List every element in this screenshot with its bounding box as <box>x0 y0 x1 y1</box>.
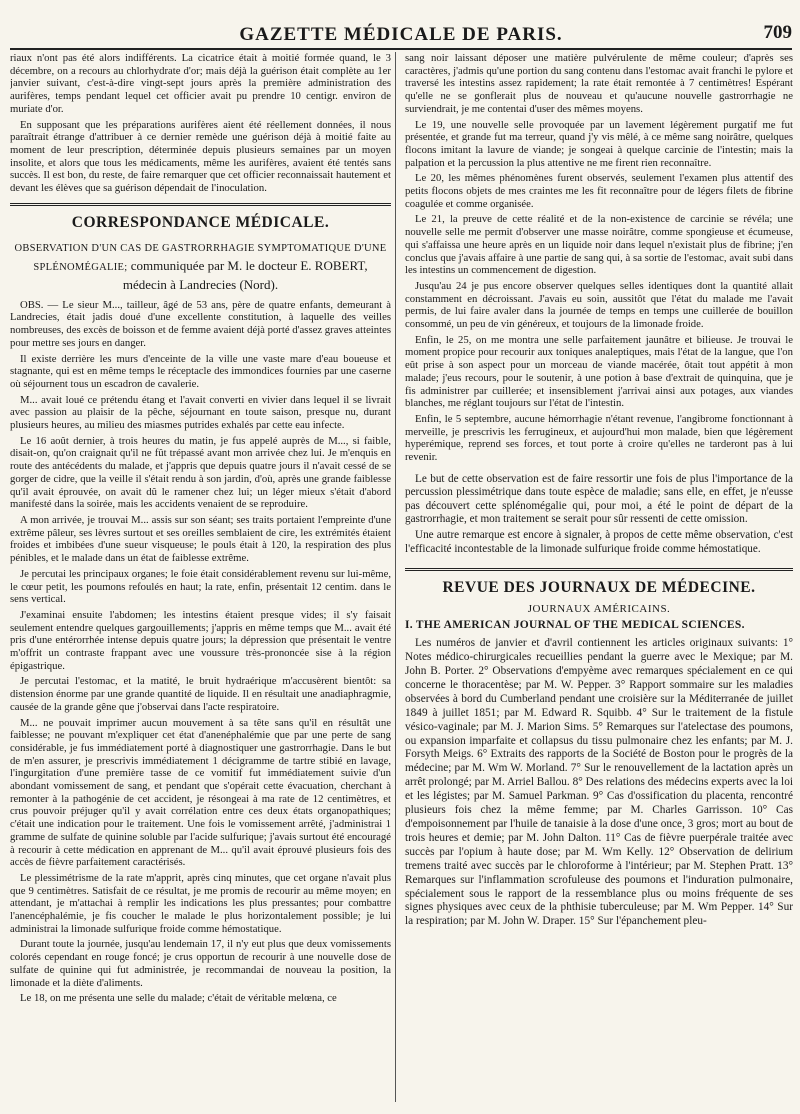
paragraph: Je percutai l'estomac, et la matité, le bruit hydraérique m'accusèrent bientôt: sa distension énorme par une grande quantité de liquide. Il en résultait une anadiaphragmie, causée de la grande gêne que j'observai dans l'acte respiratoire. <box>10 675 391 713</box>
paragraph: sang noir laissant déposer une matière pulvérulente de même couleur; d'après ses caractères, j'admis qu'une portion du sang contenu dans l'estomac avait franchi le pylore et traversé les intestins assez rapidement; la rate était remontée à 7 centimètres! Espérant qu'elle ne se gonflerait plus de nouveau et qu'aucune nouvelle gastrorrhagie ne surviendrait, je me contentai d'user des mêmes moyens. <box>405 52 793 115</box>
left-column <box>10 52 391 1112</box>
observation-title-caps: OBSERVATION D'UN CAS DE GASTRORRHAGIE SYMPTOMATIQUE D'UNE SPLÉNOMÉGALIE; <box>14 242 387 273</box>
page-number: 709 <box>763 22 792 43</box>
paragraph: M... ne pouvait imprimer aucun mouvement à sa tête sans qu'il en résultât une faiblesse; ne pouvant m'expliquer cet état d'anenéphalémie que par une perte de sang considérable, je fus immédiatement porté à diagnostiquer une gastrorrhagie. Dans le but de m'en assurer, je prescrivis immédiatement 1 décigramme de tartre stibié en lavage, l'ingurgitation d'une première tasse de ce vomitif fut immédiatement suivie d'un abondant vomissement de sang, et pendant que s'opérait cette évacuation, cherchant à remonter à la pathogénie de cet accident, je résongeai à ma rate de 12 centimètres, et crus pouvoir préjuger qu'il y avait corrélation entre ces deux états organopathiques; c'était une indication pour le traitement. Une fois le vomissement arrêté, j'administrai 1 gramme de sulfate de quinine soluble par l'acide sulfurique; j'avais surtout été encouragé à recourir à cette médication en apprenant de M... qu'il avait éprouvé plusieurs fois des accès de fièvre parfaitement caractérisés. <box>10 716 391 869</box>
page-header <box>10 22 792 50</box>
right-column <box>405 52 793 1112</box>
paragraph: riaux n'ont pas été alors indifférents. La cicatrice était à moitié formée quand, le 3 décembre, on a recours au chlorhydrate d'or; mais déjà la guérison était complète au 1er janvier suivant, c'est-à-dire vingt-sept jours après la première administration des aurifères, temps pendant lequel cet officier avait pu prendre 10 centigr. environ de muriate d'or. <box>10 52 391 115</box>
paragraph: Les numéros de janvier et d'avril contiennent les articles originaux suivants: 1° Notes médico-chirurgicales recueillies pendant la guerre avec le Mexique; par M. John B. Porter. 2° Observations d'empyème avec remarques spécialement en ce qui concerne le thoracentèse; par M. W. Pepper. 3° Rapport sommaire sur les maladies observées à bord du Cumberland pendant une croisière sur la Méditerranée de juillet 1849 à juillet 1851; par M. Edward R. Squibb. 4° Sur le traitement de la fistule vésico-vaginale; par M. J. Marion Sims. 5° Remarques sur l'atelectase des poumons, ou expansion imparfaite et collapsus du tissu pulmonaire chez les enfants; par M. J. Forsyth Meigs. 6° Extraits des rapports de la Société de Boston pour le progrès de la médecine; par M. Wm W. Morland. 7° Sur le renouvellement de la lactation après un arrêt prolongé; par M. Arriel Ballou. 8° Des relations des médecins experts avec la loi et les légistes; par M. Samuel Parkman. 9° Cas d'ossification du placenta, rencontré plusieurs fois chez la même femme; par M. Charles Garrisson. 10° Cas d'empoisonnement par l'huile de tanaisie à la dose d'une once, 3 gros; mort au bout de trois heures et demie; par M. John Dalton. 11° Cas de fièvre puerpérale traitée avec succès par l'opium à haute dose; par M. Wm Kelly. 12° Observation de delirium tremens traité avec succès par le chloroforme à l'intérieur; par M. Stephen Pratt. 13° Remarques sur l'inflammation scrofuleuse des poumons et l'induration pulmonaire, spécialement sous le rapport de la ressemblance plus ou moins fréquente de ses signes physiques avec ceux de la phthisie tuberculeuse; par M. Wm Pepper. 14° Sur la respiration; par M. John W. Draper. 15° Sur l'épanchement pleu- <box>405 637 793 928</box>
paragraph: Le 18, on me présenta une selle du malade; c'était de véritable melœna, ce <box>20 992 337 1005</box>
paragraph: A mon arrivée, je trouvai M... assis sur son séant; ses traits portaient l'empreinte d'une extrême pâleur, ses lèvres surtout et ses oreilles semblaient de cire, les extrémités étaient froides et imbibées d'une sueur visqueuse; le pouls était à 120, la respiration des plus pénibles, et le malade dans un état de faiblesse extrême. <box>10 513 391 565</box>
section-divider <box>10 203 391 206</box>
column-divider <box>395 52 396 1102</box>
observation-title-rest: communiquée par M. le docteur E. ROBERT, médecin à Landrecies (Nord). <box>122 257 368 292</box>
paragraph: Enfin, le 25, on me montra une selle parfaitement jaunâtre et bilieuse. Je trouvai le moment propice pour recourir aux toniques analeptiques, mais l'état de la langue, que l'on eût prise à son aspect pour un morceau de viande macérée, ôtait tout appétit à mon malade; j'eus recours, pour le soutenir, à une potion à base d'extrait de quinquina, que je fis administrer par cuillerée; et insensiblement j'arrivai ainsi aux potages, aux viandes blanches, me réglant toujours sur l'état de l'intestin. <box>405 333 793 410</box>
journal-title: GAZETTE MÉDICALE DE PARIS. <box>239 24 563 45</box>
paragraph: J'examinai ensuite l'abdomen; les intestins étaient presque vides; il s'y faisait seulement entendre quelques gargouillements; j'appris en même temps que M... avait été pris d'une entérorrhée intense depuis quatre jours; la dépression que présentait le ventre m'offrit un contraste frappant avec une voussure très-prononcée sise à la région épigastrique. <box>10 608 391 672</box>
paragraph: Il existe derrière les murs d'enceinte de la ville une vaste mare d'eau boueuse et stagnante, qui est en même temps le réceptacle des immondices fournies par une caserne où séjournent tous un escadron de cavalerie. <box>10 352 391 390</box>
paragraph: OBS. — Le sieur M..., tailleur, âgé de 53 ans, père de quatre enfants, demeurant à Landrecies, était jadis doué d'une excellente constitution, à laquelle des veilles nombreuses, des excès de boisson et de femme avaient déjà porté d'assez graves atteintes pour mettre ses jours en danger. <box>10 298 391 349</box>
paragraph: Une autre remarque est encore à signaler, à propos de cette même observation, c'est l'efficacité incontestable de la limonade sulfurique froide comme hémostatique. <box>405 529 793 555</box>
journal-heading: I. THE AMERICAN JOURNAL OF THE MEDICAL SCIENCES. <box>405 619 745 632</box>
paragraph: Le but de cette observation est de faire ressortir une fois de plus l'importance de la percussion plessimétrique dans toute espèce de maladie; sans elle, en effet, je n'eusse pas découvert cette splénomégalie qui, pour moi, a été le point de départ de la gastrorrhagie, et mon traitement se serait pour sûr ressenti de cette omission. <box>405 472 793 526</box>
paragraph: M... avait loué ce prétendu étang et l'avait converti en vivier dans lequel il se livrait avec passion au plaisir de la pêche, séjournant en toute saison, presque nu, durant plusieurs heures, au milieu des miasmes putrides exhalés par cette eau infecte. <box>10 393 391 432</box>
observation-title <box>10 238 391 293</box>
paragraph: Je percutai les principaux organes; le foie était considérablement revenu sur lui-même, le cœur petit, les poumons refoulés en haut; la rate, enfin, présentait 12 centim. dans le sens vertical. <box>10 567 391 606</box>
section-title: CORRESPONDANCE MÉDICALE. <box>71 213 330 231</box>
paragraph: Le plessimétrisme de la rate m'apprit, après cinq minutes, que cet organe n'avait plus que 9 centimètres. Satisfait de ce résultat, je me promis de recourir au même moyen; en attendant, je m'attachai à remplir les indications les plus pressantes; pour combattre l'anencéphalémie, je fis coucher le malade le plus horizontalement possible; je lui administrai la limonade sulfurique froide comme hémostatique. <box>10 871 391 935</box>
paragraph: En supposant que les préparations aurifères aient été réellement données, il nous paraîtrait étrange d'attribuer à ce dernier remède une guérison déjà à moitié faite au moment de leur prescription, déterminée depuis plusieurs semaines par un moyen insolite, et alors que tous les médicaments, même les aurifères, avaient été tentés sans succès. Il est bon, du reste, de faire remarquer que cet officier reconnaissait hautement et devant les élèves que sa guérison dépendait de l'inoculation. <box>10 118 391 195</box>
paragraph: Durant toute la journée, jusqu'au lendemain 17, il n'y eut plus que deux vomissements colorés cependant en rouge foncé; je crus opportun de recourir à une nouvelle dose de sulfate de quinine qui fut administrée, je recommandai de nouveau la position, la limonade et la diète d'aliments. <box>10 938 391 989</box>
paragraph: Le 19, une nouvelle selle provoquée par un lavement légèrement purgatif me fut présentée, et grande fut ma terreur, quand j'y vis mêlé, à ce même sang noirâtre, quelques flocons imitant la lavure de viande; je songeai à quelque carcinie de l'intestin; mais la palpation et la percussion la plus attentive ne me firent rien reconnaître. <box>405 118 793 169</box>
paragraph: Le 20, les mêmes phénomènes furent observés, seulement l'examen plus attentif des petits flocons objets de mes craintes me les fit reconnaître pour de légers filets de fibrine coagulée et comme organisée. <box>405 172 793 210</box>
paragraph: Enfin, le 5 septembre, aucune hémorrhagie n'étant revenue, l'angibrome fonctionnant à merveille, je prescrivis les ferrugineux, et aujourd'hui mon malade, bien que légèrement hyperémique, reprend ses forces, et tout porte à croire qu'elles ne tarderont pas à lui revenir. <box>405 412 793 464</box>
paragraph: Le 16 août dernier, à trois heures du matin, je fus appelé auprès de M..., si faible, disait-on, qu'on craignait qu'il ne fût trépassé avant mon arrivée chez lui. Je m'enquis en route des antécédents du malade, et j'appris que depuis quatre jours il n'avait cessé de se gorger de cidre, que la veille il s'était rendu à son jardin, d'où, après une grande faiblesse qu'il avait éprouvée, on avait dû le ramener chez lui; un léger mieux s'était d'abord manifesté dans la soirée, mais les accidents venaient de se reproduire. <box>10 434 391 511</box>
subsection-title: JOURNAUX AMÉRICAINS. <box>527 603 671 616</box>
section-divider <box>405 568 793 571</box>
review-title: REVUE DES JOURNAUX DE MÉDECINE. <box>442 579 756 597</box>
paragraph: Jusqu'au 24 je pus encore observer quelques selles identiques dont la quantité allait constamment en décroissant. J'avais eu soin, aussitôt que l'état du malade me l'avait permis, de lui faire avaler dans la journée de temps en temps une cuillerée de bouillon consommé, un peu de vin généreux, et toujours de la limonade froide. <box>405 279 793 331</box>
paragraph: Le 21, la preuve de cette réalité et de la non-existence de carcinie se révéla; une nouvelle selle me permit d'observer une masse noirâtre, comme spongieuse et écumeuse, qui s'affaissa une heure après en un liquide noir dans lequel n'existait plus de fibrine; j'en conclus que j'avais affaire à une partie de sang qui, à sa sortie de l'estomac, avait subi dans les intestins un commencement de digestion. <box>405 213 793 277</box>
